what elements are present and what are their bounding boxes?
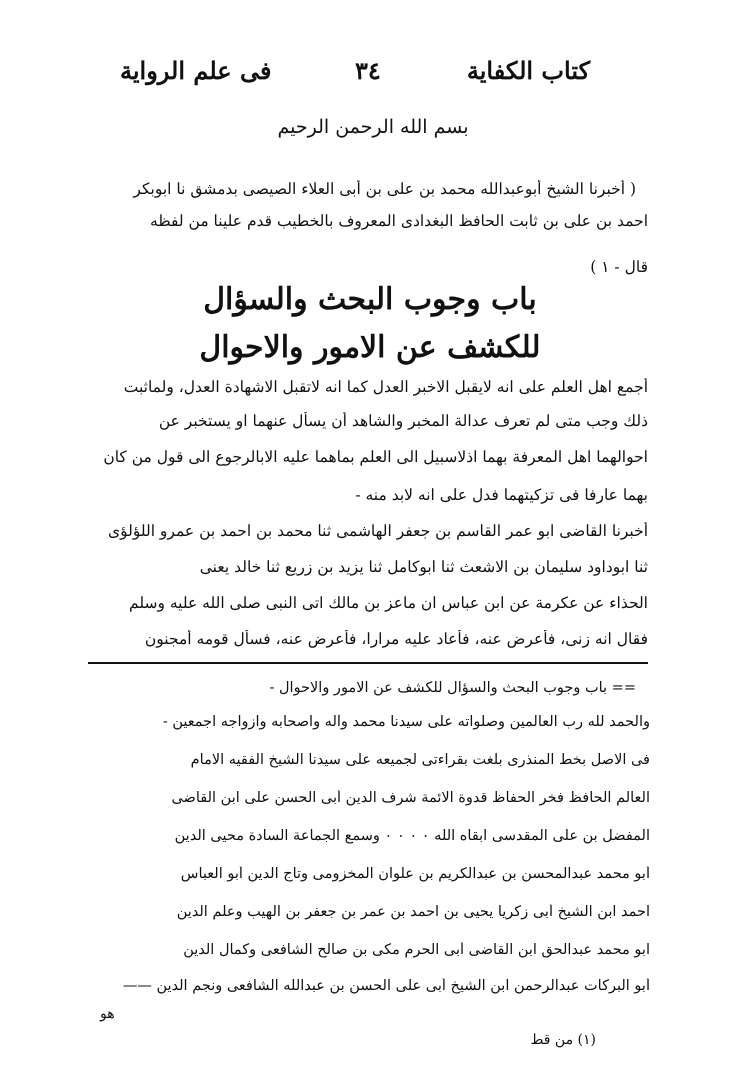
footnote-note: (١) من قط: [530, 1032, 596, 1048]
book-title: كتاب الكفاية: [466, 56, 590, 85]
chapter-title-line: للكشف عن الامور والاحوال: [199, 330, 541, 365]
body-line: أخبرنا القاضى ابو عمر القاسم بن جعفر الهاشمى ثنا محمد بن احمد بن عمرو اللؤلؤى: [107, 522, 648, 540]
footnote-line: أبو محمد عبدالمحسن بن عبدالكريم بن علوان المخزومى وتاج الدين أبو العباس: [180, 866, 650, 882]
body-line: ثنا ابوداود سليمان بن الاشعث ثنا ابوكامل ثنا يزيد بن زريع ثنا خالد يعنى: [199, 558, 648, 576]
footnote-line: احمد ابن الشيخ أبى زكريا يحيى بن احمد بن عمر بن جعفر بن الهيب وعلم الدين: [176, 904, 650, 920]
footnote-line: ابو محمد عبدالحق ابن القاضى أبى الحرم مكى بن صالح الشافعى وكمال الدين: [183, 942, 650, 958]
isnad-line: قال - ١ ): [590, 258, 648, 276]
body-line: أجمع اهل العلم على انه لايقبل الاخبر العدل كما انه لاتقبل الاشهادة العدل، ولماثبت: [123, 378, 648, 396]
page-number: ٣٤: [355, 56, 381, 85]
body-line: فقال انه زنى، فأعرض عنه، فأعاد عليه مرارا، فأعرض عنه، فسأل قومه أمجنون: [144, 630, 648, 648]
book-subject: فى علم الرواية: [120, 56, 272, 85]
footnote-line: == باب وجوب البحث والسؤال للكشف عن الامور والاحوال -: [269, 680, 636, 696]
body-line: احوالهما اهل المعرفة بهما اذلاسبيل الى العلم بماهما عليه الابالرجوع الى قول من كان: [103, 448, 648, 466]
footnote-divider: [88, 662, 648, 664]
footnote-catchword: هو: [100, 1006, 115, 1022]
footnote-line: أبو البركات عبدالرحمن ابن الشيخ أبى على الحسن بن عبدالله الشافعى ونجم الدين ——: [122, 978, 650, 994]
body-line: بهما عارفا فى تزكيتهما فدل على انه لابد منه -: [355, 486, 648, 504]
isnad-line: احمد بن على بن ثابت الحافظ البغدادى المعروف بالخطيب قدم علينا من لفظه: [150, 212, 648, 230]
footnote-line: والحمد لله رب العالمين وصلواته على سيدنا محمد وآله واصحابه وازواجه اجمعين -: [162, 714, 650, 730]
running-header: [120, 56, 590, 96]
footnote-line: فى الاصل بخط المنذرى بلغت بقراءتى لجميعه على سيدنا الشيخ الفقيه الامام: [190, 752, 650, 768]
isnad-line: ( أخبرنا الشيخ أبوعبدالله محمد بن على بن أبى العلاء الصيصى بدمشق نا ابوبكر: [133, 180, 636, 198]
basmala: بسم الله الرحمن الرحيم: [277, 116, 469, 138]
footnote-line: المفضل بن على المقدسى ابقاه الله ٠ ٠ ٠ ٠ وسمع الجماعة السادة محيى الدين: [174, 828, 650, 844]
chapter-title-line: باب وجوب البحث والسؤال: [203, 282, 537, 317]
footnote-line: العالم الحافظ فخر الحفاظ قدوة الائمة شرف الدين أبى الحسن على ابن القاضى: [171, 790, 650, 806]
body-line: ذلك وجب متى لم تعرف عدالة المخبر والشاهد أن يسأل عنهما او يستخبر عن: [158, 412, 648, 430]
body-line: الحذاء عن عكرمة عن ابن عباس ان ماعز بن مالك اتى النبى صلى الله عليه وسلم: [129, 594, 648, 612]
